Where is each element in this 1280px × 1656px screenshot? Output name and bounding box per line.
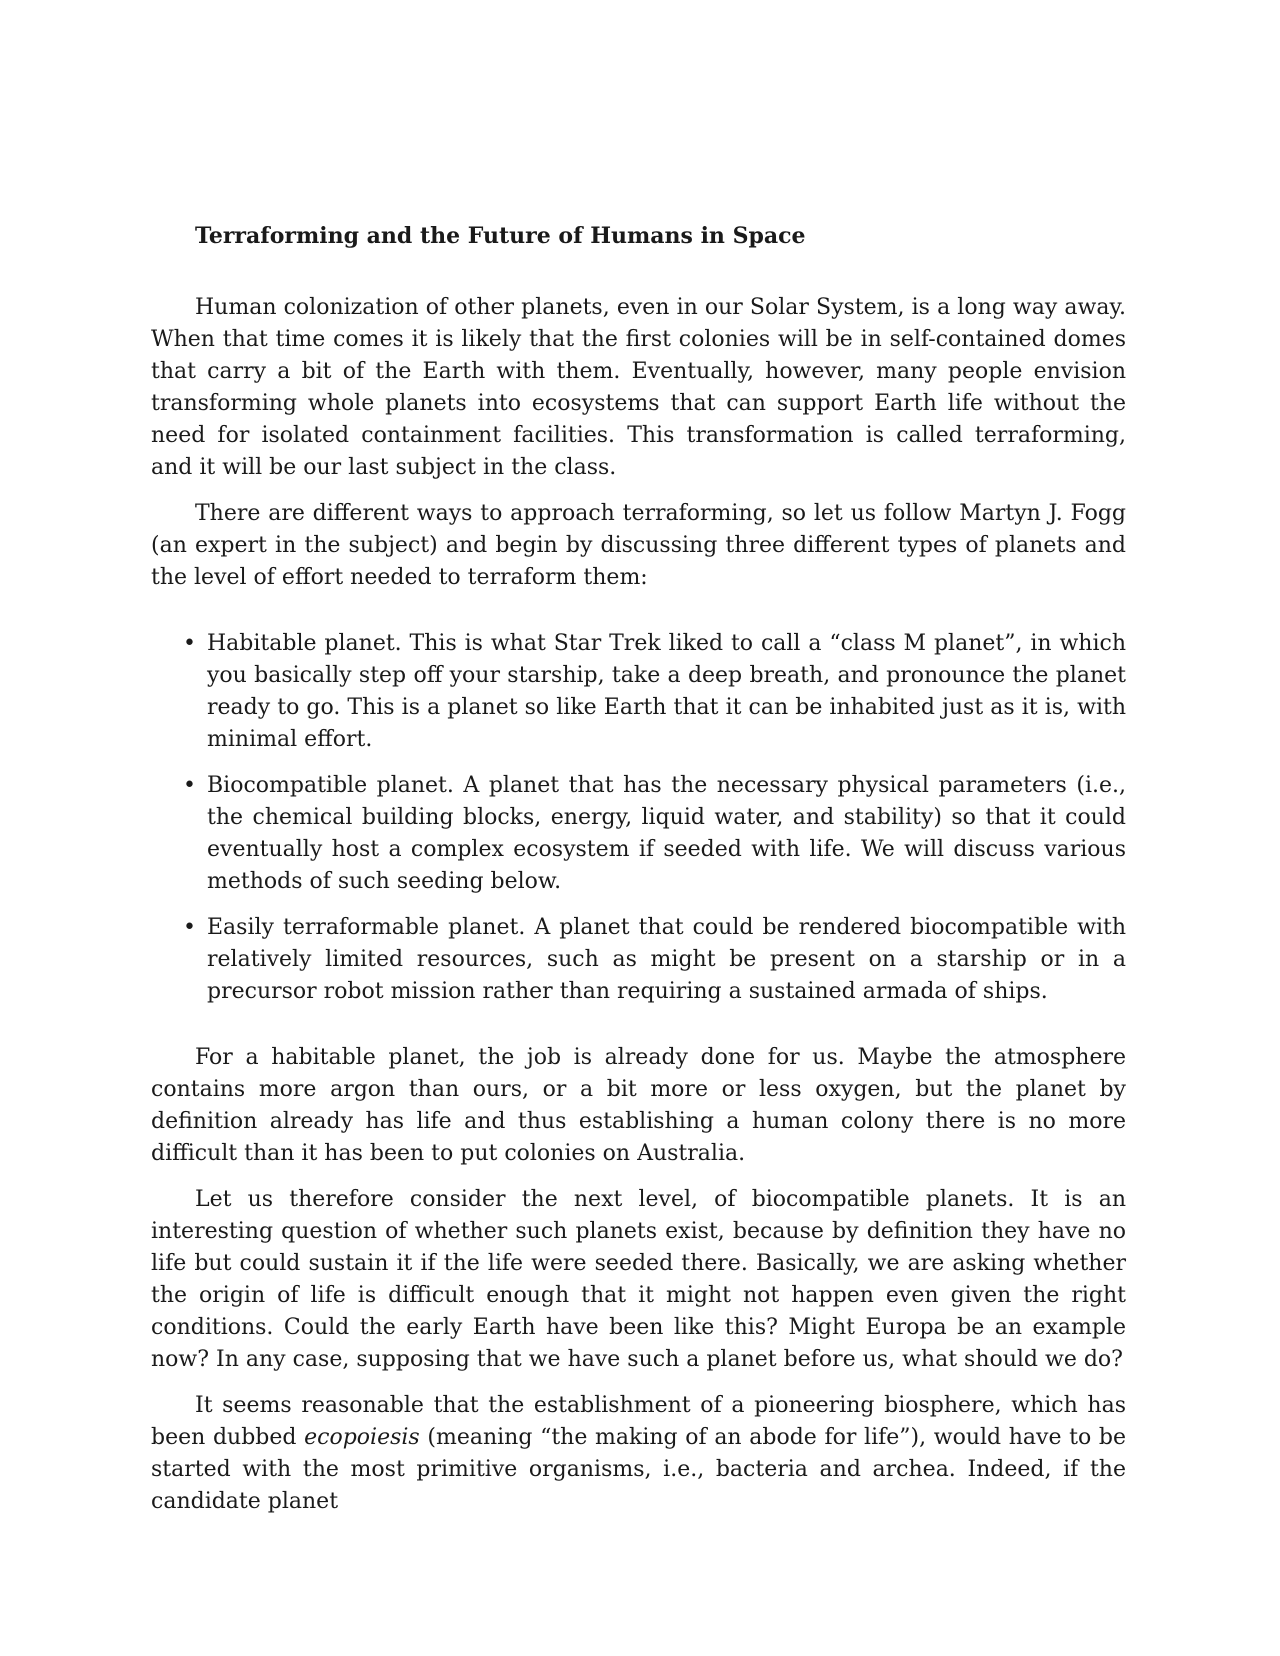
list-item-terraformable bbox=[183, 912, 1126, 1008]
bullet-icon: • bbox=[183, 915, 196, 940]
list-item-habitable bbox=[183, 628, 1126, 756]
ecopoiesis-term: ecopoiesis bbox=[304, 1425, 420, 1450]
list-item-text: Easily terraformable planet. A planet that could be rendered biocompatible with relatively limited resources, such as might be present on a starship or in a precursor robot mission rather than requiring a sustained armada of ships. bbox=[207, 915, 1126, 1004]
body-paragraph-biocompatible: Let us therefore consider the next level, of biocompatible planets. It is an interesting question of whether such planets exist, because by definition they have no life but could sustain it if the life were seeded there. Basically, we are asking whether the origin of life is difficult enough that it might not happen even given the right conditions. Could the early Earth have been like this? Might Europa be an example now? In any case, supposing that we have such a planet before us, what should we do? bbox=[151, 1187, 1126, 1372]
planet-types-list bbox=[151, 628, 1126, 1008]
intro-paragraph-1: Human colonization of other planets, even in our Solar System, is a long way away. When that time comes it is likely that the first colonies will be in self-contained domes that carry a bit of the Earth with them. Eventually, however, many people envision transforming whole planets into ecosystems that can support Earth life without the need for isolated containment facilities. This transformation is called terraforming, and it will be our last subject in the class. bbox=[151, 295, 1126, 480]
ecopoiesis-text-before: It seems reasonable that the establishment of a pioneering biosphere, which has been dubbed bbox=[151, 1393, 1126, 1450]
list-item-text: Biocompatible planet. A planet that has the necessary physical parameters (i.e., the chemical building blocks, energy, liquid water, and stability) so that it could eventually host a complex ecosystem if seeded with life. We will discuss various methods of such seeding below. bbox=[207, 773, 1126, 894]
bullet-icon: • bbox=[183, 631, 196, 656]
document-title: Terraforming and the Future of Humans in Space bbox=[195, 223, 806, 249]
body-paragraph-habitable: For a habitable planet, the job is already done for us. Maybe the atmosphere contains more argon than ours, or a bit more or less oxygen, but the planet by definition already has life and thus establishing a human colony there is no more difficult than it has been to put colonies on Australia. bbox=[151, 1045, 1126, 1166]
document-page bbox=[151, 220, 1126, 1532]
list-item-biocompatible bbox=[183, 770, 1126, 898]
ecopoiesis-text-after: (meaning “the making of an abode for life”), would have to be started with the most primitive organisms, i.e., bacteria and archea. Indeed, if the candidate planet bbox=[151, 1425, 1126, 1514]
bullet-icon: • bbox=[183, 773, 196, 798]
intro-paragraph-2: There are different ways to approach terraforming, so let us follow Martyn J. Fogg (an expert in the subject) and begin by discussing three different types of planets and the level of effort needed to terraform them: bbox=[151, 501, 1126, 590]
body-paragraph-ecopoiesis bbox=[151, 1390, 1126, 1518]
list-item-text: Habitable planet. This is what Star Trek liked to call a “class M planet”, in which you basically step off your starship, take a deep breath, and pronounce the planet ready to go. This is a planet so like Earth that it can be inhabited just as it is, with minimal effort. bbox=[207, 631, 1126, 752]
